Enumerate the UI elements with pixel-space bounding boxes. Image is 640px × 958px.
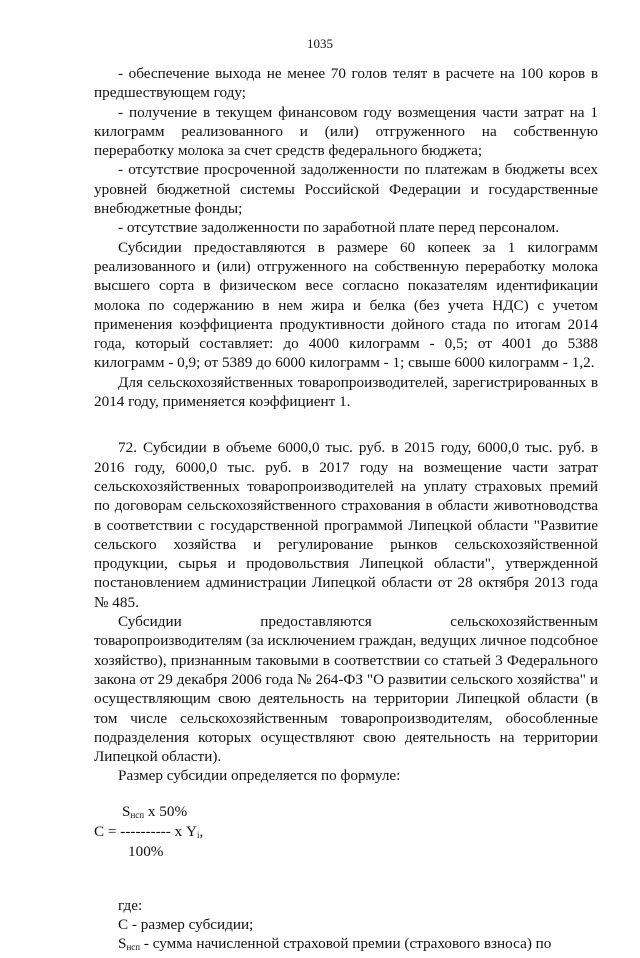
paragraph-no-overdue-debt: - отсутствие просроченной задолженности по платежам в бюджеты всех уровней бюджетной системы Российской Федерации и государственные внебюджетные фонды; (94, 161, 598, 218)
paragraph-item-72: 72. Субсидии в объеме 6000,0 тыс. руб. в 2015 году, 6000,0 тыс. руб. в 2016 году, 6000,0 тыс. руб. в 2017 году на возмещение части затрат сельскохозяйственных товаропроизводителей на уплату страховых премий по договорам сельскохозяйственного страхования в области животноводства в соответствии с государственной программой Липецкой области "Развитие сельского хозяйства и регулирование рынков сельскохозяйственной продукции, сырья и продовольствия Липецкой области", утвержденной постановлением администрации Липецкой области от 28 октября 2013 года № 485. (94, 439, 598, 611)
formula-numerator: $S_{нсп}$ х 50% (122, 802, 188, 820)
paragraph-subsidy-rate: Субсидии предоставляются в размере 60 копеек за 1 килограмм реализованного и (или) отгруженного на собственную переработку молока высшего сорта в физическом весе согласно показателям идентификации молока по содержанию в нем жира и белка (без учета НДС) с учетом применения коэффициента продуктивности дойного стада по итогам 2014 года, который составляет: до 4000 килограмм - 0,5; от 4001 до 5388 килограмм - 0,9; от 5389 до 6000 килограмм - 1; свыше 6000 килограмм - 1,2. (94, 238, 598, 372)
paragraph-formula-intro: Размер субсидии определяется по формуле: (118, 767, 401, 785)
paragraph-registered-2014: Для сельскохозяйственных товаропроизводителей, зарегистрированных в 2014 году, применяется коэффициент 1. (94, 373, 598, 411)
paragraph-recipients: Субсидии предоставляются сельскохозяйственным товаропроизводителям (за исключением граждан, ведущих личное подсобное хозяйство), признанным таковыми в соответствии со статьей 3 Федерального закона от 29 декабря 2006 года № 264-ФЗ "О развитии сельского хозяйства" и осуществляющим свою деятельность на территории Липецкой области (в том числе сельскохозяйственным товаропроизводителям, обособленные подразделения которых осуществляют свою деятельность на территории Липецкой области). (94, 613, 598, 766)
paragraph-no-salary-debt: - отсутствие задолженности по заработной плате перед персоналом. (118, 219, 560, 237)
definition-where: где: (118, 896, 143, 914)
formula-main-line: С = ---------- х $Y_i$, (94, 822, 204, 840)
paragraph-calves-yield: - обеспечение выхода не менее 70 голов телят в расчете на 100 коров в предшествующем году; (94, 65, 598, 102)
document-body (94, 64, 598, 958)
section-gap (94, 411, 598, 438)
subsidy-formula (94, 792, 598, 896)
definition-c: С - размер субсидии; (118, 915, 254, 933)
definition-s: $S_{нсп}$ - сумма начисленной страховой премии (страхового взноса) по (118, 935, 552, 953)
page-number: 1035 (307, 36, 333, 51)
formula-denominator: 100% (128, 842, 164, 860)
paragraph-federal-compensation: - получение в текущем финансовом году возмещения части затрат на 1 килограмм реализованного и (или) отгруженного на собственную переработку молока за счет средств федерального бюджета; (94, 103, 598, 160)
